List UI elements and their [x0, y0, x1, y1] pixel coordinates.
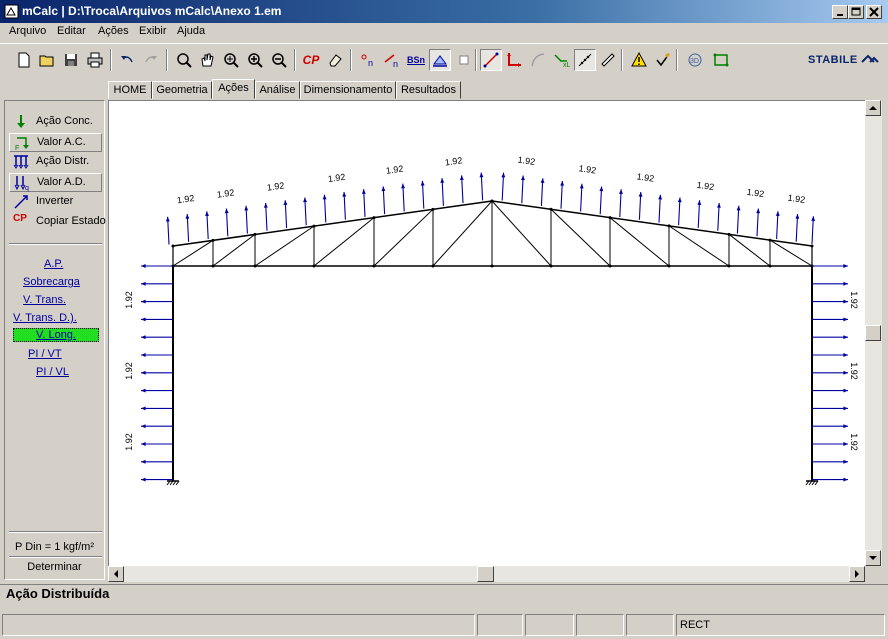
- window-title: mCalc | D:\Troca\Arquivos mCalc\Anexo 1.em: [22, 4, 282, 18]
- panel-divider: [9, 531, 102, 533]
- tab-home[interactable]: HOME: [108, 81, 152, 99]
- status-message-bar: [0, 584, 888, 608]
- scroll-down-button[interactable]: [865, 550, 881, 566]
- node: [811, 245, 814, 248]
- node: [432, 265, 435, 268]
- bar-numbers-button[interactable]: [381, 49, 403, 71]
- node: [373, 216, 376, 219]
- zoom-in-icon: [247, 52, 263, 68]
- right-column-load-arrow-head: [843, 460, 848, 464]
- menu-ajuda[interactable]: Ajuda: [177, 25, 206, 37]
- save-disk-icon: [63, 52, 79, 68]
- minimize-button[interactable]: [832, 5, 848, 19]
- roof-load-arrow-head: [717, 203, 721, 208]
- toolbar-separator: [475, 49, 477, 71]
- arc-button[interactable]: [527, 49, 549, 71]
- right-column-load-label: 1.92: [849, 433, 859, 451]
- node: [254, 233, 257, 236]
- dimension-icon: [577, 52, 593, 68]
- roof-load-label: 1.92: [385, 163, 404, 176]
- svg-text:3D: 3D: [690, 58, 699, 65]
- zoom-window-icon: [176, 52, 192, 68]
- load-case-pi-vt[interactable]: PI / VT: [28, 348, 62, 360]
- roof-load-label: 1.92: [444, 155, 463, 168]
- distributed-value-icon: [14, 175, 30, 191]
- roof-load-arrow-head: [205, 211, 209, 216]
- view-3d-icon: [687, 52, 703, 68]
- toolbar-separator: [294, 49, 296, 71]
- local-axis-button[interactable]: [550, 49, 572, 71]
- undo-button[interactable]: [116, 49, 138, 71]
- ruler-icon: [600, 52, 616, 68]
- invert-label: Inverter: [36, 195, 74, 207]
- roof-load-label: 1.92: [176, 193, 195, 206]
- drawing-canvas[interactable]: [108, 100, 865, 566]
- title-bar: [0, 0, 888, 23]
- ruler-button[interactable]: [597, 49, 619, 71]
- roof-load-label: 1.92: [787, 192, 806, 205]
- invert-icon: [13, 194, 29, 210]
- roof-load-label: 1.92: [578, 163, 597, 176]
- copy-state-icon: CP: [13, 213, 27, 224]
- roof-load-arrow-head: [560, 181, 564, 186]
- roof-load-arrow-head: [599, 186, 603, 191]
- roof-load-label: 1.92: [216, 187, 235, 200]
- left-column-load-arrow-head: [141, 335, 146, 339]
- roof-load-arrow-head: [284, 200, 288, 205]
- node: [609, 216, 612, 219]
- toolbar: [0, 43, 888, 77]
- node: [728, 265, 731, 268]
- redo-button[interactable]: [140, 49, 162, 71]
- left-column-load-arrow-head: [141, 442, 146, 446]
- view-3d-button[interactable]: [684, 49, 706, 71]
- arc-icon: [530, 52, 546, 68]
- right-column-load-arrow-head: [843, 264, 848, 268]
- scroll-corner: [865, 566, 882, 582]
- right-column-load-arrow-head: [843, 353, 848, 357]
- invert-button[interactable]: [9, 193, 102, 212]
- roof-load-label: 1.92: [517, 154, 536, 167]
- roof-load-arrow-head: [521, 175, 525, 180]
- tab-geometria[interactable]: Geometria: [152, 81, 212, 99]
- horizontal-scrollbar[interactable]: [108, 566, 865, 582]
- roof-load-label: 1.92: [746, 186, 765, 200]
- support-icon: [432, 52, 448, 68]
- roof-load-arrow-head: [186, 214, 190, 219]
- roof-load-arrow-head: [421, 181, 425, 186]
- roof-load-label: 1.92: [696, 179, 715, 193]
- left-column-load-arrow-head: [141, 424, 146, 428]
- printer-icon: [87, 52, 103, 68]
- tab-acoes[interactable]: Ações: [212, 79, 255, 99]
- brand-label: STABILE: [808, 54, 858, 66]
- svg-text:q: q: [25, 185, 29, 192]
- zoom-in-button[interactable]: [244, 49, 266, 71]
- draw-bar-button[interactable]: [480, 49, 502, 71]
- svg-text:xL: xL: [563, 62, 571, 69]
- truss-diagonal: [492, 201, 551, 266]
- roof-load-arrow-head: [382, 186, 386, 191]
- frame-icon: [713, 52, 729, 68]
- actions-panel: [4, 100, 105, 580]
- roof-load-arrow-head: [244, 206, 248, 211]
- node-number-icon: [360, 52, 376, 68]
- svg-text:F: F: [15, 145, 20, 152]
- new-file-button[interactable]: [13, 49, 35, 71]
- node: [212, 239, 215, 242]
- warnings-button[interactable]: [628, 49, 650, 71]
- bar-number-icon: [384, 52, 400, 68]
- left-column-load-arrow-head: [141, 353, 146, 357]
- roof-load-arrow-head: [440, 178, 444, 183]
- roof-load-arrow-head: [342, 192, 346, 197]
- vertical-scrollbar[interactable]: [865, 100, 882, 566]
- roof-load-arrow-head: [776, 211, 780, 216]
- dynamic-pressure: P Din = 1 kgf/m²: [15, 541, 94, 553]
- toolbar-separator: [621, 49, 623, 71]
- roof-load-label: 1.92: [327, 171, 346, 185]
- frame-button[interactable]: [710, 49, 732, 71]
- maximize-button[interactable]: [848, 5, 864, 19]
- toolbar-separator: [350, 49, 352, 71]
- right-column-load-arrow-head: [843, 335, 848, 339]
- distributed-load-label: Ação Distr.: [36, 155, 90, 167]
- status-bar: [0, 612, 888, 639]
- new-file-icon: [16, 52, 32, 68]
- toolbar-separator: [166, 49, 168, 71]
- node: [668, 224, 671, 227]
- panel-divider: [9, 243, 102, 245]
- node: [432, 208, 435, 211]
- tab-dimensionamento[interactable]: Dimensionamento: [300, 81, 396, 99]
- copy-state-button[interactable]: [9, 213, 106, 232]
- node: [769, 265, 772, 268]
- status-message: Ação Distribuída: [6, 586, 110, 601]
- menu-acoes[interactable]: Ações: [98, 25, 129, 37]
- truss-diagonal: [433, 201, 492, 266]
- frame-drawing: [109, 101, 866, 567]
- roof-load-arrow-head: [639, 192, 643, 197]
- roof-load-label: 1.92: [636, 171, 655, 184]
- node: [313, 225, 316, 228]
- zoom-extents-button[interactable]: [220, 49, 242, 71]
- status-panel: [576, 614, 624, 636]
- arrow-right-icon: [850, 567, 864, 581]
- truss-diagonal: [770, 240, 812, 266]
- stabile-logo-icon: [861, 54, 879, 63]
- roof-load-arrow-head: [362, 189, 366, 194]
- toolbar-separator: [676, 49, 678, 71]
- distributed-value-label: Valor A.D.: [37, 176, 86, 188]
- determine-button[interactable]: Determinar: [27, 561, 82, 573]
- right-column-load-arrow-head: [843, 282, 848, 286]
- node: [491, 265, 494, 268]
- arrow-down-icon: [866, 551, 880, 565]
- right-column-load-arrow-head: [843, 424, 848, 428]
- roof-load-arrow-head: [737, 206, 741, 211]
- left-column-load-arrow-head: [141, 460, 146, 464]
- status-panel: [2, 614, 475, 636]
- checkbox-icon: [456, 52, 472, 68]
- node: [609, 265, 612, 268]
- roof-load-arrow-head: [541, 178, 545, 183]
- copy-state-label: Copiar Estado: [36, 215, 106, 227]
- roof-load-arrow-head: [658, 195, 662, 200]
- scroll-left-button[interactable]: [108, 566, 124, 582]
- roof-load-arrow-head: [697, 200, 701, 205]
- svg-text:n: n: [368, 58, 374, 68]
- load-case-pi-vl[interactable]: PI / VL: [36, 366, 70, 378]
- roof-load-arrow-head: [580, 184, 584, 189]
- roof-load-arrow-head: [225, 209, 229, 214]
- truss-diagonal: [669, 226, 729, 266]
- status-mode: RECT: [676, 614, 885, 636]
- node: [212, 265, 215, 268]
- status-panel: [525, 614, 574, 636]
- arrow-left-icon: [109, 567, 123, 581]
- status-panel: [477, 614, 523, 636]
- pen-check-icon: [655, 52, 671, 68]
- arrow-up-icon: [866, 101, 880, 115]
- bar-line-icon: [483, 52, 499, 68]
- roof-load-arrow-head: [401, 184, 405, 189]
- concentrated-value-label: Valor A.C.: [37, 136, 86, 148]
- roof-load-arrow-head: [795, 214, 799, 219]
- cp-button[interactable]: [300, 49, 322, 71]
- roof-load-arrow-head: [756, 209, 760, 214]
- stabile-logo: [808, 54, 879, 66]
- right-column-load-label: 1.92: [849, 291, 859, 309]
- right-column-load-arrow-head: [843, 478, 848, 482]
- right-column-load-label: 1.92: [849, 362, 859, 380]
- concentrated-value-button[interactable]: [9, 133, 102, 152]
- pan-hand-icon: [199, 52, 215, 68]
- roof-load-arrow-head: [166, 217, 170, 222]
- axes-icon: [506, 52, 522, 68]
- node: [254, 265, 257, 268]
- truss-diagonal: [255, 226, 314, 266]
- print-button[interactable]: [84, 49, 106, 71]
- node: [769, 239, 772, 242]
- roof-load-arrow-head: [480, 173, 484, 178]
- supports-toggle-button[interactable]: [429, 49, 451, 71]
- node: [313, 265, 316, 268]
- roof-load-arrow-head: [619, 189, 623, 194]
- left-column-load-arrow-head: [141, 389, 146, 393]
- local-axis-icon: [553, 52, 569, 68]
- cp-icon: CP: [302, 53, 320, 67]
- undo-icon: [119, 52, 135, 68]
- check-button[interactable]: [652, 49, 674, 71]
- load-case-sobrecarga[interactable]: Sobrecarga: [23, 276, 80, 288]
- close-button[interactable]: [866, 5, 882, 19]
- close-icon: [869, 7, 879, 17]
- node: [668, 265, 671, 268]
- right-column-load-arrow-head: [843, 300, 848, 304]
- concentrated-load-button[interactable]: [9, 113, 102, 132]
- toolbar-separator: [110, 49, 112, 71]
- left-column-load-arrow-head: [141, 317, 146, 321]
- node: [550, 208, 553, 211]
- warning-icon: [631, 52, 647, 68]
- roof-load-arrow-head: [811, 216, 815, 221]
- load-case-v-long[interactable]: V. Long.: [13, 328, 99, 342]
- left-column-load-label: 1.92: [124, 362, 134, 380]
- scroll-right-button[interactable]: [849, 566, 865, 582]
- zoom-extents-icon: [223, 52, 239, 68]
- tab-analise[interactable]: Análise: [255, 81, 300, 99]
- eraser-button[interactable]: [324, 49, 346, 71]
- left-column-load-arrow-head: [141, 478, 146, 482]
- menu-exibir[interactable]: Exibir: [139, 25, 167, 37]
- menu-arquivo[interactable]: Arquivo: [9, 25, 47, 37]
- roof-load-arrow-head: [323, 195, 327, 200]
- tab-resultados[interactable]: Resultados: [396, 81, 461, 99]
- measure-button[interactable]: [574, 49, 596, 71]
- truss-diagonal: [173, 240, 213, 266]
- svg-text:n: n: [393, 59, 399, 69]
- maximize-icon: [851, 7, 861, 17]
- zoom-window-button[interactable]: [173, 49, 195, 71]
- app-icon: [4, 4, 19, 19]
- roof-load-arrow-head: [678, 198, 682, 203]
- node: [550, 265, 553, 268]
- left-column-load-label: 1.92: [124, 433, 134, 451]
- checkbox-toggle-button[interactable]: [453, 49, 475, 71]
- bsn-button[interactable]: [405, 49, 427, 71]
- left-column-load-label: 1.92: [124, 291, 134, 309]
- roof-load-arrow-head: [303, 197, 307, 202]
- scroll-up-button[interactable]: [865, 100, 881, 116]
- load-case-v-trans[interactable]: V. Trans.: [23, 294, 67, 306]
- node: [491, 200, 494, 203]
- load-case-ap[interactable]: A.P.: [44, 258, 64, 270]
- top-chord-left: [173, 201, 492, 246]
- left-column-load-arrow-head: [141, 371, 146, 375]
- roof-load-arrow-head: [501, 173, 505, 178]
- concentrated-load-label: Ação Conc.: [36, 115, 93, 127]
- zoom-out-button[interactable]: [268, 49, 290, 71]
- concentrated-load-icon: [13, 114, 29, 130]
- node-numbers-button[interactable]: [357, 49, 379, 71]
- left-column-load-arrow-head: [141, 300, 146, 304]
- load-case-v-trans-d[interactable]: V. Trans. D.).: [13, 312, 77, 324]
- left-column-load-arrow-head: [141, 282, 146, 286]
- menu-editar[interactable]: Editar: [57, 25, 86, 37]
- open-file-button[interactable]: [36, 49, 58, 71]
- truss-diagonal: [551, 209, 610, 266]
- menu-bar: [0, 23, 888, 42]
- right-column-load-arrow-head: [843, 371, 848, 375]
- node: [172, 245, 175, 248]
- status-panel: [626, 614, 674, 636]
- left-column-load-arrow-head: [141, 406, 146, 410]
- distributed-load-icon: [13, 154, 29, 170]
- truss-diagonal: [374, 209, 433, 266]
- roof-load-arrow-head: [264, 203, 268, 208]
- horizontal-scroll-thumb[interactable]: [477, 566, 494, 582]
- top-chord-right: [492, 201, 812, 246]
- vertical-scroll-thumb[interactable]: [865, 325, 881, 341]
- right-column-load-arrow-head: [843, 317, 848, 321]
- right-column-load-arrow-head: [843, 442, 848, 446]
- open-folder-icon: [39, 52, 55, 68]
- axes-button[interactable]: [503, 49, 525, 71]
- zoom-out-icon: [271, 52, 287, 68]
- node: [373, 265, 376, 268]
- distributed-value-button[interactable]: [9, 173, 102, 192]
- concentrated-value-icon: [14, 135, 30, 151]
- eraser-icon: [327, 52, 343, 68]
- minimize-icon: [835, 7, 845, 17]
- node: [728, 233, 731, 236]
- right-column-load-arrow-head: [843, 389, 848, 393]
- panel-divider: [9, 556, 102, 558]
- distributed-load-button[interactable]: [9, 153, 102, 172]
- redo-icon: [143, 52, 159, 68]
- pan-button[interactable]: [196, 49, 218, 71]
- bsn-icon: BSn: [407, 55, 425, 65]
- right-column-load-arrow-head: [843, 406, 848, 410]
- left-column-load-arrow-head: [141, 264, 146, 268]
- save-button[interactable]: [60, 49, 82, 71]
- roof-load-arrow-head: [460, 175, 464, 180]
- roof-load-label: 1.92: [266, 180, 285, 193]
